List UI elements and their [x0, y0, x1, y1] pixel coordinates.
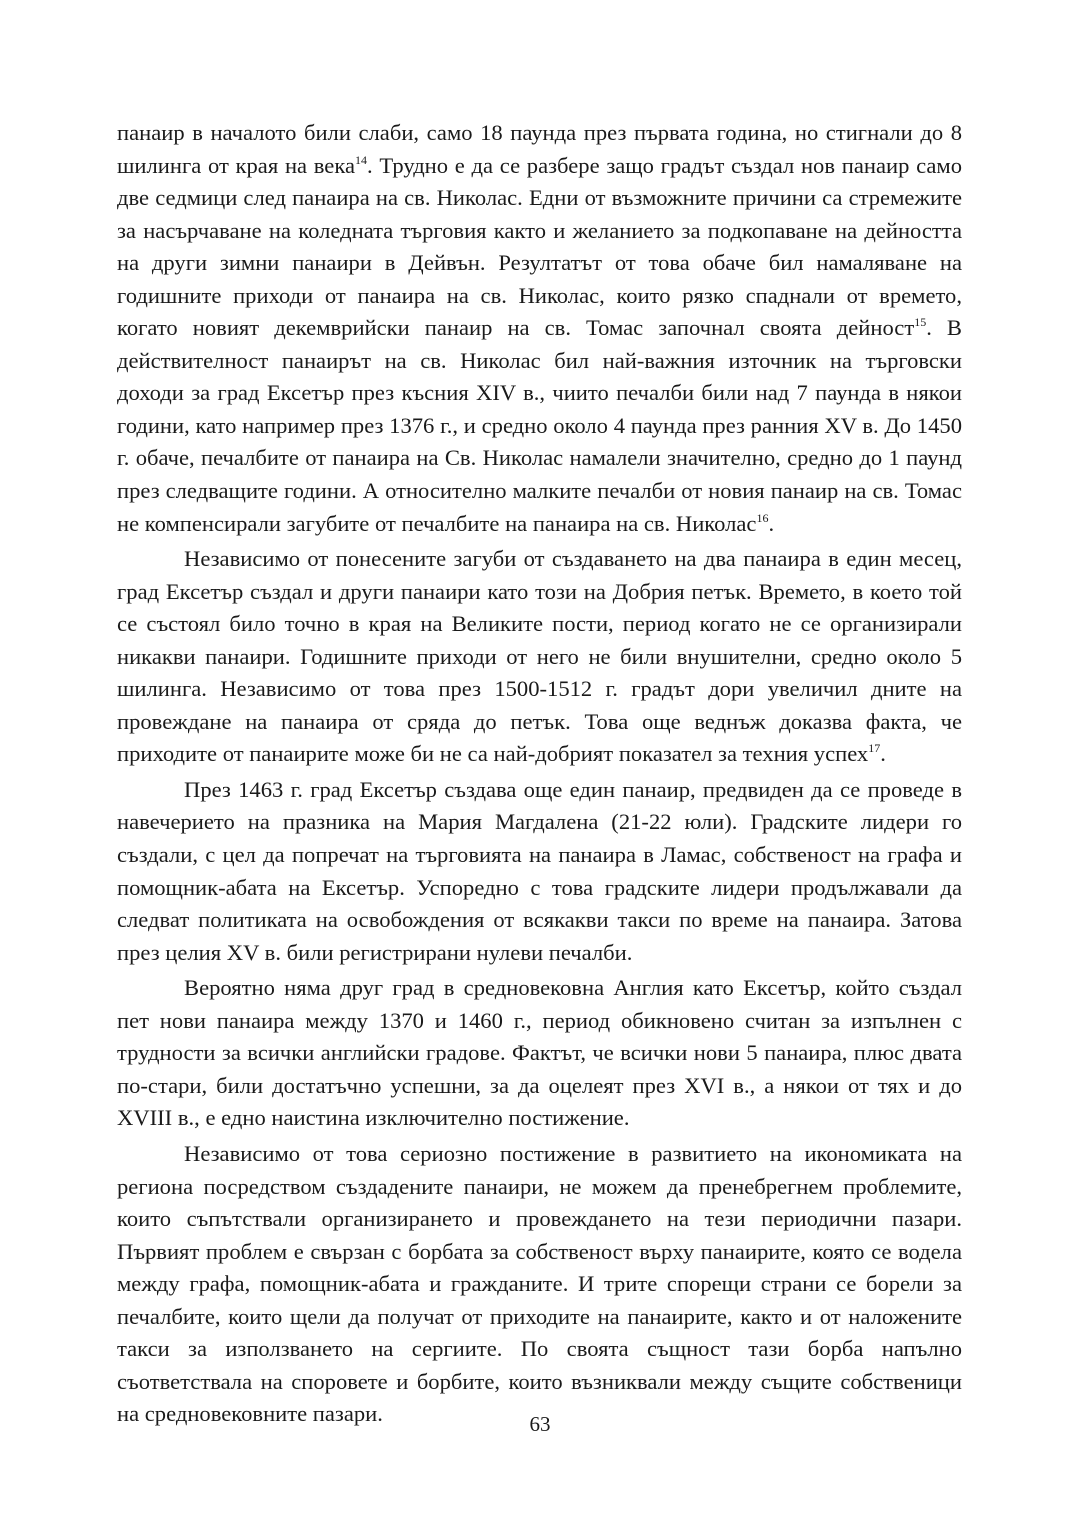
paragraph-1-text-3: . В действителност панаирът на св. Николас бил най-важния източник на търговски доходи за град Ексетър през късния XIV в., чиито печалби били над 7 паунда в някои години, като например през 1376 г., и средно около 4 паунда през ранния XV в. До 1450 г. обаче, печалбите от панаира на Св. Николас намалели значително, средно до 1 паунд през следващите години. А относително малките печалби от новия панаир на св. Томас не компенсирали загубите от печалбите на панаира на св. Николас	[117, 315, 962, 536]
paragraph-1	[117, 117, 962, 540]
paragraph-4	[117, 972, 962, 1135]
footnote-ref-14[interactable]: 14	[355, 152, 368, 167]
paragraph-1-text-4: .	[768, 510, 775, 536]
paragraph-1-text-1: панаир в началото били слаби, само 18 паунда през първата година, но стигнали до 8 шилинга от края на века	[117, 120, 962, 178]
paragraph-3-text-1: През 1463 г. град Ексетър създава още един панаир, предвиден да се проведе в навечерието на празника на Мария Магдалена (21-22 юли). Градските лидери го създали, с цел да попречат на търговията на панаира в Ламас, собственост на графа и помощник-абата на Ексетър. Успоредно с това градските лидери продължавали да следват политиката на освобождения от всякакви такси по време на панаира. Затова през целия XV в. били регистрирани нулеви печалби.	[117, 776, 962, 965]
footnote-ref-15[interactable]: 15	[914, 315, 927, 330]
paragraph-2	[117, 543, 962, 771]
footnote-ref-17[interactable]: 17	[868, 741, 881, 756]
paragraph-4-text-1: Вероятно няма друг град в средновековна Англия като Ексетър, който създал пет нови панаира между 1370 и 1460 г., период обикновено считан за изпълнен с трудности за всички английски градове. Фактът, че всички нови 5 панаира, плюс двата по-стари, били достатъчно успешни, за да оцелеят през XVI в., а някои от тях и до XVIII в., е едно наистина изключително постижение.	[117, 975, 962, 1131]
paragraph-1-text-2: . Трудно е да се разбере защо градът създал нов панаир само две седмици след панаира на св. Николас. Едни от възможните причини са стремежите за насърчаване на коледната търговия както и желанието за подкопаване на дейността на други зимни панаири в Дейвън. Резултатът от това обаче бил намаляване на годишните приходи от панаира на св. Николас, които рязко спаднали от времето, когато новият декемврийски панаир на св. Томас започнал своята дейност	[117, 152, 963, 341]
paragraph-5	[117, 1138, 962, 1431]
paragraph-3	[117, 774, 962, 969]
page-number: 63	[529, 1412, 551, 1436]
paragraph-2-text-2: .	[880, 741, 886, 767]
paragraph-2-text-1: Независимо от понесените загуби от създаването на два панаира в един месец, град Ексетър създал и други панаири като този на Добрия петък. Времето, в което той се състоял било точно в края на Великите пости, период когато не се организирали никакви панаири. Годишните приходи от него не били внушителни, средно около 5 шилинга. Независимо от това през 1500-1512 г. градът дори увеличил дните на провеждане на панаира от сряда до петък. Това още веднъж доказва факта, че приходите от панаирите може би не са най-добрият показател за техния успех	[117, 546, 962, 767]
page-body	[117, 117, 962, 1431]
footnote-ref-16[interactable]: 16	[756, 510, 769, 525]
paragraph-5-text-1: Независимо от това сериозно постижение в развитието на икономиката на региона посредством създадените панаири, не можем да пренебрегнем проблемите, които съпътствали организирането и провеждането на тези периодични пазари. Първият проблем е свързан с борбата за собственост върху панаирите, която се водела между графа, помощник-абата и гражданите. И трите спорещи страни се борели за печалбите, които щели да получат от приходите на панаирите, както и от наложените такси за използването на сергиите. По своята същност тази борба напълно съответствала на споровете и борбите, които възниквали между същите собственици на средновековните пазари.	[117, 1140, 962, 1427]
